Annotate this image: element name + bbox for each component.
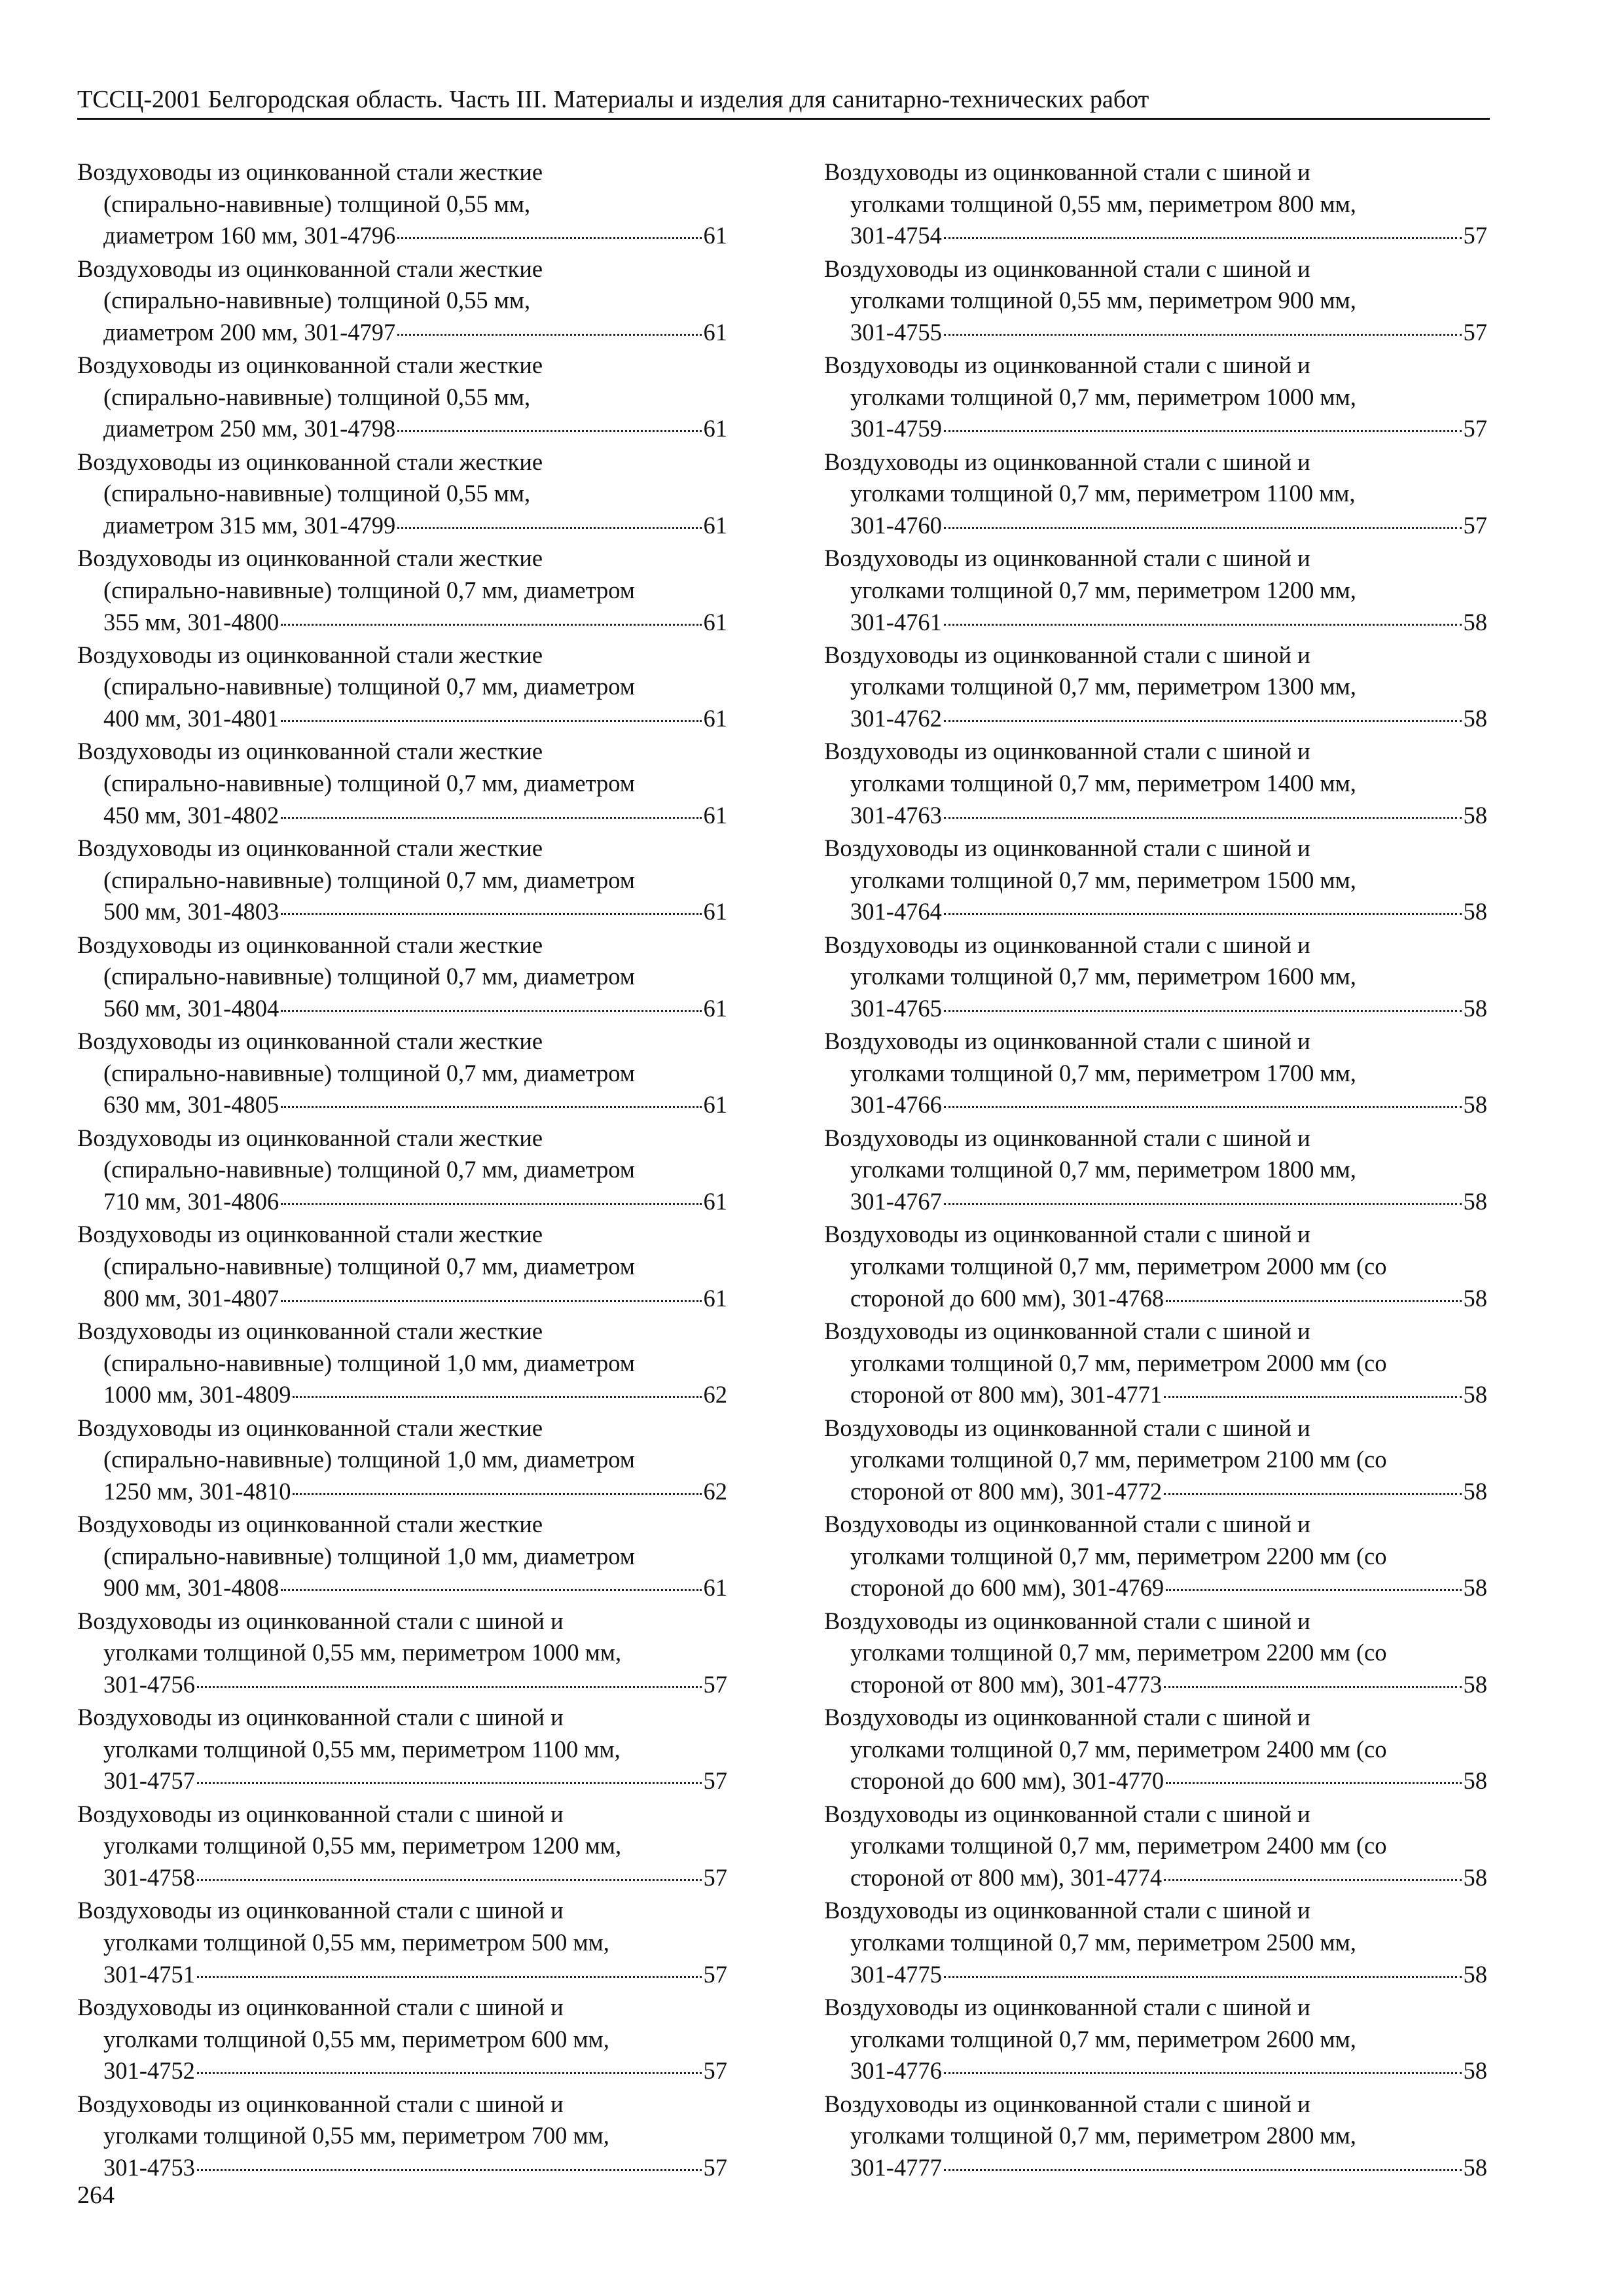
entry-title-line: Воздуховоды из оцинкованной стали жесткие: [77, 158, 543, 185]
entry-title-line: Воздуховоды из оцинкованной стали с шиной и: [824, 1897, 1310, 1924]
entry-title-line: Воздуховоды из оцинкованной стали с шиной и: [77, 2090, 564, 2117]
entry-code: 301-4763: [850, 801, 942, 829]
entry-code-line: [824, 510, 1487, 542]
index-column-left: [77, 156, 727, 2185]
entry-code: стороной до 600 мм), 301-4769: [850, 1574, 1164, 1602]
dot-leader: [944, 720, 1462, 722]
entry-code-line: [77, 703, 727, 735]
entry-description-line: уголками толщиной 0,7 мм, периметром 2000 мм (со: [850, 1349, 1387, 1376]
entry-description-line: уголками толщиной 0,7 мм, периметром 1500 мм,: [850, 866, 1356, 893]
entry-description-line: уголками толщиной 0,55 мм, периметром 800 мм,: [850, 190, 1356, 217]
index-entry: [824, 350, 1487, 445]
index-entry: [77, 1702, 727, 1797]
dot-leader: [1166, 1782, 1461, 1784]
index-entry: [824, 833, 1487, 928]
entry-code: 400 мм, 301-4801: [103, 705, 280, 732]
entry-code: стороной до 600 мм), 301-4770: [850, 1767, 1164, 1795]
entry-page-ref: 57: [703, 2057, 727, 2085]
dot-leader: [197, 2072, 702, 2074]
entry-title-line: Воздуховоды из оцинкованной стали с шиной и: [77, 1800, 564, 1827]
entry-code-line: [824, 800, 1487, 832]
entry-title-line: Воздуховоды из оцинкованной стали с шиной и: [824, 158, 1310, 185]
entry-page-ref: 58: [1463, 1670, 1487, 1698]
entry-description-line: (спирально-навивные) толщиной 0,7 мм, диаметром: [103, 963, 635, 990]
entry-page-ref: 57: [1463, 318, 1487, 346]
entry-title-line: Воздуховоды из оцинкованной стали жесткие: [77, 1511, 543, 1538]
entry-page-ref: 61: [703, 1574, 727, 1602]
entry-description-line: (спирально-навивные) толщиной 1,0 мм, диаметром: [103, 1349, 635, 1376]
entry-page-ref: 58: [1463, 1477, 1487, 1505]
entry-title-line: Воздуховоды из оцинкованной стали с шиной и: [824, 2090, 1310, 2117]
dot-leader: [197, 1782, 702, 1784]
dot-leader: [944, 2169, 1462, 2171]
entry-code-line: [824, 1572, 1487, 1604]
entry-description-line: уголками толщиной 0,55 мм, периметром 700 мм,: [103, 2122, 609, 2149]
entry-code: 450 мм, 301-4802: [103, 801, 280, 829]
entry-title-line: Воздуховоды из оцинкованной стали с шиной и: [824, 834, 1310, 862]
dot-leader: [944, 817, 1462, 819]
entry-code: 301-4756: [103, 1670, 195, 1698]
index-entry: [824, 1219, 1487, 1314]
entry-title-line: Воздуховоды из оцинкованной стали с шиной и: [824, 1511, 1310, 1538]
entry-page-ref: 58: [1463, 898, 1487, 925]
entry-title-line: Воздуховоды из оцинкованной стали с шиной и: [77, 1607, 564, 1634]
entry-description-line: уголками толщиной 0,7 мм, периметром 2400 мм (со: [850, 1832, 1387, 1859]
index-entry: [824, 1992, 1487, 2087]
entry-code-line: [824, 1959, 1487, 1991]
entry-description-line: уголками толщиной 0,7 мм, периметром 1800 мм,: [850, 1156, 1356, 1183]
entry-code: 301-4751: [103, 1960, 195, 1988]
index-entry: [824, 1026, 1487, 1121]
entry-description-line: уголками толщиной 0,7 мм, периметром 1600 мм,: [850, 963, 1356, 990]
entry-code: 301-4767: [850, 1187, 942, 1215]
entry-description-line: уголками толщиной 0,7 мм, периметром 1200 мм,: [850, 576, 1356, 603]
entry-code-line: [824, 1283, 1487, 1315]
dot-leader: [281, 1106, 701, 1108]
index-entry: [77, 1605, 727, 1701]
entry-title-line: Воздуховоды из оцинкованной стали жесткие: [77, 448, 543, 475]
entry-code: 900 мм, 301-4808: [103, 1574, 280, 1602]
dot-leader: [944, 1010, 1462, 1012]
entry-title-line: Воздуховоды из оцинкованной стали с шиной и: [824, 1221, 1310, 1248]
entry-description-line: (спирально-навивные) толщиной 1,0 мм, диаметром: [103, 1542, 635, 1570]
entry-title-line: Воздуховоды из оцинкованной стали жесткие: [77, 1414, 543, 1441]
index-entry: [77, 1895, 727, 1990]
entry-title-line: Воздуховоды из оцинкованной стали жесткие: [77, 834, 543, 862]
dot-leader: [197, 2169, 702, 2171]
entry-description-line: уголками толщиной 0,55 мм, периметром 500 мм,: [103, 1929, 609, 1956]
entry-code-line: [824, 413, 1487, 445]
entry-page-ref: 61: [703, 705, 727, 732]
entry-page-ref: 58: [1463, 994, 1487, 1022]
dot-leader: [281, 624, 701, 626]
entry-code: 301-4758: [103, 1864, 195, 1892]
entry-title-line: Воздуховоды из оцинкованной стали жесткие: [77, 1317, 543, 1344]
index-entry: [77, 639, 727, 735]
entry-code: 710 мм, 301-4806: [103, 1187, 280, 1215]
entry-page-ref: 57: [1463, 415, 1487, 442]
index-entry: [824, 446, 1487, 542]
entry-title-line: Воздуховоды из оцинкованной стали с шиной и: [824, 1124, 1310, 1151]
index-entry: [77, 1799, 727, 1894]
entry-page-ref: 61: [703, 898, 727, 925]
index-entry: [824, 639, 1487, 735]
entry-page-ref: 57: [1463, 222, 1487, 249]
entry-code: 630 мм, 301-4805: [103, 1091, 280, 1119]
page-number: 264: [77, 2181, 115, 2209]
dot-leader: [281, 1010, 701, 1012]
entry-code-line: [77, 1862, 727, 1894]
index-entry: [77, 929, 727, 1025]
entry-page-ref: 58: [1463, 1381, 1487, 1408]
entry-page-ref: 58: [1463, 608, 1487, 636]
entry-title-line: Воздуховоды из оцинкованной стали жесткие: [77, 738, 543, 765]
index-entry: [824, 1895, 1487, 1990]
entry-code-line: [824, 2152, 1487, 2184]
index-entry: [77, 1412, 727, 1508]
entry-code: 301-4754: [850, 222, 942, 249]
dot-leader: [944, 237, 1462, 239]
entry-code-line: [77, 1089, 727, 1121]
entry-code-line: [77, 993, 727, 1025]
entry-description-line: (спирально-навивные) толщиной 0,7 мм, диаметром: [103, 770, 635, 797]
entry-title-line: Воздуховоды из оцинкованной стали с шиной и: [824, 1028, 1310, 1055]
dot-leader: [281, 817, 701, 819]
entry-code: 800 мм, 301-4807: [103, 1284, 280, 1312]
entry-description-line: (спирально-навивные) толщиной 1,0 мм, диаметром: [103, 1446, 635, 1473]
entry-code: 301-4752: [103, 2057, 195, 2085]
entry-code-line: [77, 1186, 727, 1218]
entry-title-line: Воздуховоды из оцинкованной стали жесткие: [77, 931, 543, 958]
entry-code: диаметром 160 мм, 301-4796: [103, 222, 396, 249]
entry-description-line: (спирально-навивные) толщиной 0,7 мм, диаметром: [103, 1156, 635, 1183]
index-entry: [824, 929, 1487, 1025]
entry-description-line: (спирально-навивные) толщиной 0,7 мм, диаметром: [103, 866, 635, 893]
entry-page-ref: 61: [703, 608, 727, 636]
entry-description-line: уголками толщиной 0,7 мм, периметром 1000 мм,: [850, 383, 1356, 410]
entry-code-line: [77, 413, 727, 445]
entry-description-line: (спирально-навивные) толщиной 0,55 мм,: [103, 480, 531, 507]
entry-page-ref: 61: [703, 222, 727, 249]
entry-code-line: [77, 220, 727, 252]
dot-leader: [944, 430, 1462, 432]
index-entry: [824, 543, 1487, 638]
entry-description-line: (спирально-навивные) толщиной 0,55 мм,: [103, 383, 531, 410]
index-entry: [824, 156, 1487, 252]
entry-code-line: [824, 993, 1487, 1025]
entry-title-line: Воздуховоды из оцинкованной стали с шиной и: [824, 1607, 1310, 1634]
dot-leader: [197, 1976, 702, 1978]
entry-page-ref: 58: [1463, 1767, 1487, 1795]
entry-code: 301-4765: [850, 994, 942, 1022]
entry-title-line: Воздуховоды из оцинкованной стали с шиной и: [824, 255, 1310, 282]
dot-leader: [1164, 1396, 1461, 1398]
entry-page-ref: 58: [1463, 1864, 1487, 1892]
entry-title-line: Воздуховоды из оцинкованной стали с шиной и: [824, 1704, 1310, 1731]
dot-leader: [281, 1300, 701, 1302]
dot-leader: [397, 527, 701, 529]
entry-code: 301-4757: [103, 1767, 195, 1795]
entry-title-line: Воздуховоды из оцинкованной стали жесткие: [77, 545, 543, 572]
entry-code-line: [77, 510, 727, 542]
index-entry: [77, 446, 727, 542]
entry-code: 301-4761: [850, 608, 942, 636]
dot-leader: [944, 334, 1462, 336]
entry-title-line: Воздуховоды из оцинкованной стали с шиной и: [824, 1800, 1310, 1827]
index-entry: [77, 833, 727, 928]
entry-code-line: [77, 1765, 727, 1797]
entry-page-ref: 57: [703, 1670, 727, 1698]
entry-description-line: (спирально-навивные) толщиной 0,7 мм, диаметром: [103, 576, 635, 603]
entry-title-line: Воздуховоды из оцинкованной стали с шиной и: [824, 931, 1310, 958]
entry-description-line: уголками толщиной 0,55 мм, периметром 600 мм,: [103, 2025, 609, 2053]
entry-code-line: [77, 2152, 727, 2184]
dot-leader: [1164, 1686, 1461, 1688]
dot-leader: [944, 624, 1462, 626]
entry-description-line: (спирально-навивные) толщиной 0,7 мм, диаметром: [103, 1059, 635, 1086]
entry-code: диаметром 250 мм, 301-4798: [103, 415, 396, 442]
entry-page-ref: 58: [1463, 1960, 1487, 1988]
index-entry: [77, 1992, 727, 2087]
entry-description-line: уголками толщиной 0,55 мм, периметром 900 мм,: [850, 287, 1356, 314]
entry-page-ref: 58: [1463, 1284, 1487, 1312]
dot-leader: [1164, 1493, 1461, 1495]
entry-code: 301-4753: [103, 2153, 195, 2181]
entry-code: 301-4776: [850, 2057, 942, 2085]
index-entry: [77, 736, 727, 831]
entry-code: 355 мм, 301-4800: [103, 608, 280, 636]
entry-description-line: уголками толщиной 0,55 мм, периметром 1000 мм,: [103, 1639, 622, 1666]
entry-code-line: [824, 1089, 1487, 1121]
entry-title-line: Воздуховоды из оцинкованной стали с шиной и: [824, 641, 1310, 668]
entry-code-line: [824, 896, 1487, 928]
entry-description-line: уголками толщиной 0,7 мм, периметром 1400 мм,: [850, 770, 1356, 797]
index-column-right: [824, 156, 1487, 2185]
entry-code: 500 мм, 301-4803: [103, 898, 280, 925]
entry-code-line: [824, 703, 1487, 735]
entry-code-line: [824, 607, 1487, 639]
dot-leader: [944, 913, 1462, 915]
dot-leader: [397, 237, 701, 239]
entry-page-ref: 57: [703, 2153, 727, 2181]
entry-code-line: [77, 607, 727, 639]
dot-leader: [944, 527, 1462, 529]
entry-code: 301-4755: [850, 318, 942, 346]
entry-description-line: уголками толщиной 0,7 мм, периметром 1700 мм,: [850, 1059, 1356, 1086]
index-entry: [824, 1509, 1487, 1604]
entry-description-line: уголками толщиной 0,7 мм, периметром 1300 мм,: [850, 673, 1356, 700]
entry-code-line: [77, 800, 727, 832]
entry-title-line: Воздуховоды из оцинкованной стали с шиной и: [77, 1897, 564, 1924]
entry-code: 301-4775: [850, 1960, 942, 1988]
entry-description-line: уголками толщиной 0,7 мм, периметром 2200 мм (со: [850, 1542, 1387, 1570]
entry-title-line: Воздуховоды из оцинкованной стали с шиной и: [824, 1414, 1310, 1441]
entry-code: стороной от 800 мм), 301-4773: [850, 1670, 1163, 1698]
entry-code: 301-4766: [850, 1091, 942, 1119]
entry-description-line: (спирально-навивные) толщиной 0,7 мм, диаметром: [103, 673, 635, 700]
index-entry: [77, 1316, 727, 1411]
entry-title-line: Воздуховоды из оцинкованной стали жесткие: [77, 255, 543, 282]
dot-leader: [1164, 1879, 1461, 1881]
entry-description-line: уголками толщиной 0,7 мм, периметром 2000 мм (со: [850, 1252, 1387, 1280]
dot-leader: [944, 2072, 1462, 2074]
entry-page-ref: 62: [703, 1477, 727, 1505]
entry-code-line: [77, 2055, 727, 2087]
entry-page-ref: 61: [703, 1284, 727, 1312]
entry-code-line: [77, 1572, 727, 1604]
entry-page-ref: 61: [703, 415, 727, 442]
dot-leader: [397, 334, 701, 336]
entry-code: 301-4764: [850, 898, 942, 925]
entry-code-line: [824, 1476, 1487, 1508]
entry-code-line: [77, 1283, 727, 1315]
index-entry: [77, 350, 727, 445]
entry-code: 301-4762: [850, 705, 942, 732]
index-entry: [824, 736, 1487, 831]
dot-leader: [281, 1589, 701, 1591]
entry-code: стороной от 800 мм), 301-4774: [850, 1864, 1163, 1892]
entry-code: 1000 мм, 301-4809: [103, 1381, 291, 1408]
entry-description-line: уголками толщиной 0,7 мм, периметром 2600 мм,: [850, 2025, 1356, 2053]
entry-page-ref: 58: [1463, 1091, 1487, 1119]
entry-code: 301-4777: [850, 2153, 942, 2181]
index-entry: [77, 1509, 727, 1604]
entry-code-line: [77, 1379, 727, 1411]
index-entry: [824, 1316, 1487, 1411]
dot-leader: [197, 1879, 702, 1881]
entry-code-line: [824, 317, 1487, 349]
entry-code-line: [824, 1862, 1487, 1894]
entry-page-ref: 61: [703, 1091, 727, 1119]
entry-title-line: Воздуховоды из оцинкованной стали жесткие: [77, 1028, 543, 1055]
entry-page-ref: 61: [703, 1187, 727, 1215]
dot-leader: [1166, 1300, 1461, 1302]
index-entry: [77, 1219, 727, 1314]
entry-description-line: (спирально-навивные) толщиной 0,7 мм, диаметром: [103, 1252, 635, 1280]
entry-description-line: уголками толщиной 0,55 мм, периметром 1200 мм,: [103, 1832, 622, 1859]
entry-code: 301-4760: [850, 511, 942, 539]
entry-description-line: уголками толщиной 0,7 мм, периметром 2400 мм (со: [850, 1735, 1387, 1763]
dot-leader: [1166, 1589, 1461, 1591]
entry-description-line: уголками толщиной 0,7 мм, периметром 1100 мм,: [850, 480, 1356, 507]
index-entry: [824, 1605, 1487, 1701]
index-entry: [824, 2089, 1487, 2184]
entry-code-line: [77, 1669, 727, 1701]
entry-title-line: Воздуховоды из оцинкованной стали с шиной и: [824, 738, 1310, 765]
entry-code-line: [77, 1959, 727, 1991]
entry-code-line: [824, 1379, 1487, 1411]
index-entry: [77, 253, 727, 349]
entry-code: стороной до 600 мм), 301-4768: [850, 1284, 1164, 1312]
entry-title-line: Воздуховоды из оцинкованной стали жесткие: [77, 1221, 543, 1248]
entry-page-ref: 58: [1463, 2057, 1487, 2085]
entry-code-line: [824, 2055, 1487, 2087]
entry-code: стороной от 800 мм), 301-4772: [850, 1477, 1163, 1505]
entry-code-line: [824, 1186, 1487, 1218]
entry-page-ref: 57: [1463, 511, 1487, 539]
dot-leader: [281, 720, 701, 722]
entry-code-line: [77, 896, 727, 928]
entry-title-line: Воздуховоды из оцинкованной стали с шиной и: [824, 1317, 1310, 1344]
index-entry: [77, 543, 727, 638]
entry-code: диаметром 200 мм, 301-4797: [103, 318, 396, 346]
dot-leader: [944, 1203, 1462, 1205]
entry-page-ref: 61: [703, 994, 727, 1022]
entry-title-line: Воздуховоды из оцинкованной стали с шиной и: [77, 1704, 564, 1731]
entry-code-line: [824, 1669, 1487, 1701]
entry-page-ref: 57: [703, 1864, 727, 1892]
entry-title-line: Воздуховоды из оцинкованной стали с шиной и: [824, 448, 1310, 475]
dot-leader: [944, 1976, 1462, 1978]
entry-description-line: (спирально-навивные) толщиной 0,55 мм,: [103, 287, 531, 314]
running-header: ТССЦ-2001 Белгородская область. Часть III. Материалы и изделия для санитарно-технических работ: [77, 86, 1149, 113]
entry-description-line: (спирально-навивные) толщиной 0,55 мм,: [103, 190, 531, 217]
index-entry: [824, 1122, 1487, 1218]
entry-page-ref: 61: [703, 511, 727, 539]
entry-description-line: уголками толщиной 0,55 мм, периметром 1100 мм,: [103, 1735, 621, 1763]
dot-leader: [197, 1686, 702, 1688]
entry-code-line: [824, 1765, 1487, 1797]
index-entry: [77, 156, 727, 252]
entry-page-ref: 58: [1463, 705, 1487, 732]
entry-title-line: Воздуховоды из оцинкованной стали жесткие: [77, 641, 543, 668]
index-entry: [77, 1026, 727, 1121]
entry-title-line: Воздуховоды из оцинкованной стали жесткие: [77, 1124, 543, 1151]
index-entry: [824, 1702, 1487, 1797]
dot-leader: [397, 430, 701, 432]
entry-page-ref: 62: [703, 1381, 727, 1408]
entry-title-line: Воздуховоды из оцинкованной стали с шиной и: [824, 1993, 1310, 2020]
entry-code: 560 мм, 301-4804: [103, 994, 280, 1022]
entry-page-ref: 58: [1463, 2153, 1487, 2181]
entry-title-line: Воздуховоды из оцинкованной стали жесткие: [77, 351, 543, 379]
dot-leader: [293, 1493, 701, 1495]
entry-description-line: уголками толщиной 0,7 мм, периметром 2200 мм (со: [850, 1639, 1387, 1666]
entry-description-line: уголками толщиной 0,7 мм, периметром 2800 мм,: [850, 2122, 1356, 2149]
dot-leader: [281, 1203, 701, 1205]
entry-page-ref: 58: [1463, 801, 1487, 829]
entry-title-line: Воздуховоды из оцинкованной стали с шиной и: [77, 1993, 564, 2020]
entry-code: 1250 мм, 301-4810: [103, 1477, 291, 1505]
index-entry: [824, 1799, 1487, 1894]
entry-title-line: Воздуховоды из оцинкованной стали с шиной и: [824, 351, 1310, 379]
entry-description-line: уголками толщиной 0,7 мм, периметром 2100 мм (со: [850, 1446, 1387, 1473]
entry-code-line: [77, 317, 727, 349]
dot-leader: [944, 1106, 1462, 1108]
entry-code-line: [77, 1476, 727, 1508]
entry-description-line: уголками толщиной 0,7 мм, периметром 2500 мм,: [850, 1929, 1356, 1956]
entry-title-line: Воздуховоды из оцинкованной стали с шиной и: [824, 545, 1310, 572]
entry-code: 301-4759: [850, 415, 942, 442]
dot-leader: [281, 913, 701, 915]
entry-page-ref: 61: [703, 318, 727, 346]
entry-page-ref: 61: [703, 801, 727, 829]
entry-code: стороной от 800 мм), 301-4771: [850, 1381, 1163, 1408]
entry-page-ref: 57: [703, 1767, 727, 1795]
entry-code-line: [824, 220, 1487, 252]
entry-page-ref: 58: [1463, 1187, 1487, 1215]
entry-code: диаметром 315 мм, 301-4799: [103, 511, 396, 539]
index-entry: [824, 253, 1487, 349]
index-entry: [824, 1412, 1487, 1508]
dot-leader: [293, 1396, 701, 1398]
entry-page-ref: 57: [703, 1960, 727, 1988]
index-entry: [77, 1122, 727, 1218]
entry-page-ref: 58: [1463, 1574, 1487, 1602]
index-entry: [77, 2089, 727, 2184]
header-rule: [77, 118, 1490, 120]
